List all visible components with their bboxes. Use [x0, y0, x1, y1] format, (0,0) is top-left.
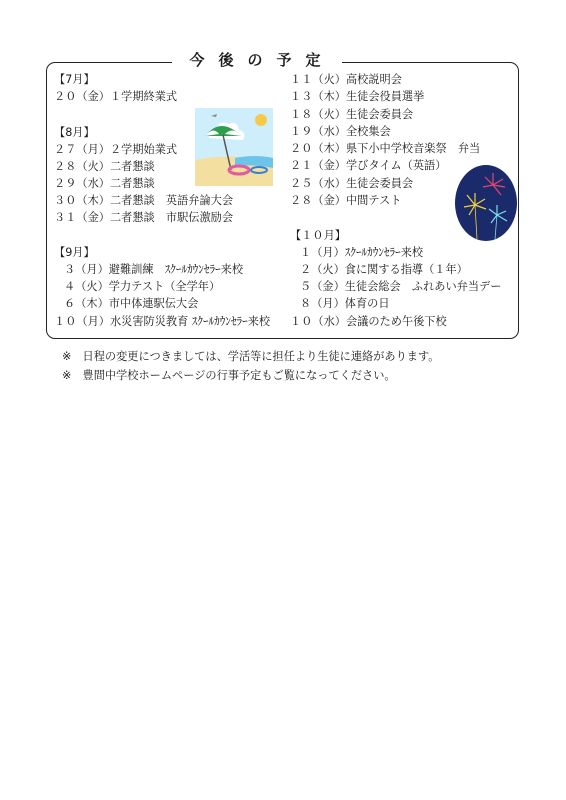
- list-item: １８（火）生徒会委員会: [290, 108, 414, 121]
- list-item: １０（水）会議のため午後下校: [290, 315, 447, 328]
- beach-umbrella-illustration: [195, 108, 273, 186]
- list-item: １０（月）水災害防災教育 ｽｸｰﾙｶｳﾝｾﾗｰ来校: [54, 315, 271, 328]
- list-item: ２８（金）中間テスト: [290, 194, 402, 207]
- schedule-title: 今後の予定: [172, 48, 342, 72]
- list-item: １（月）ｽｸｰﾙｶｳﾝｾﾗｰ来校: [300, 246, 424, 259]
- list-item: １９（水）全校集会: [290, 125, 391, 138]
- list-item: ３０（木）二者懇談 英語弁論大会: [54, 194, 234, 207]
- month-heading-july: 【7月】: [54, 73, 95, 86]
- list-item: ５（金）生徒会総会 ふれあい弁当デー: [300, 280, 502, 293]
- list-item: ２５（水）生徒会委員会: [290, 177, 414, 190]
- list-item: ２８（火）二者懇談: [54, 160, 155, 173]
- list-item: ３１（金）二者懇談 市駅伝激励会: [54, 211, 234, 224]
- list-item: ６（木）市中体連駅伝大会: [64, 297, 199, 310]
- fireworks-illustration: [455, 165, 517, 241]
- list-item: ３（月）避難訓練 ｽｸｰﾙｶｳﾝｾﾗｰ来校: [64, 263, 244, 276]
- month-heading-september: 【9月】: [54, 246, 95, 259]
- list-item: ２９（水）二者懇談: [54, 177, 155, 190]
- list-item: ２（火）食に関する指導（１年）: [300, 263, 468, 276]
- list-item: ２１（金）学びタイム（英語）: [290, 159, 447, 172]
- list-item: １３（木）生徒会役員選挙: [290, 90, 425, 103]
- month-heading-october: 【１０月】: [290, 229, 346, 242]
- list-item: ８（月）体育の日: [300, 297, 390, 310]
- list-item: ４（火）学力テスト（全学年）: [64, 280, 221, 293]
- list-item: ２０（金）１学期終業式: [54, 90, 178, 103]
- list-item: ２０（木）県下小中学校音楽祭 弁当: [290, 142, 481, 155]
- note-line: ※ 豊間中学校ホームページの行事予定もご覧になってください。: [62, 369, 396, 382]
- note-line: ※ 日程の変更につきましては、学活等に担任より生徒に連絡があります。: [62, 350, 440, 363]
- list-item: ２７（月）２学期始業式: [54, 143, 178, 156]
- month-heading-august: 【8月】: [54, 126, 95, 139]
- list-item: １１（火）高校説明会: [290, 73, 402, 86]
